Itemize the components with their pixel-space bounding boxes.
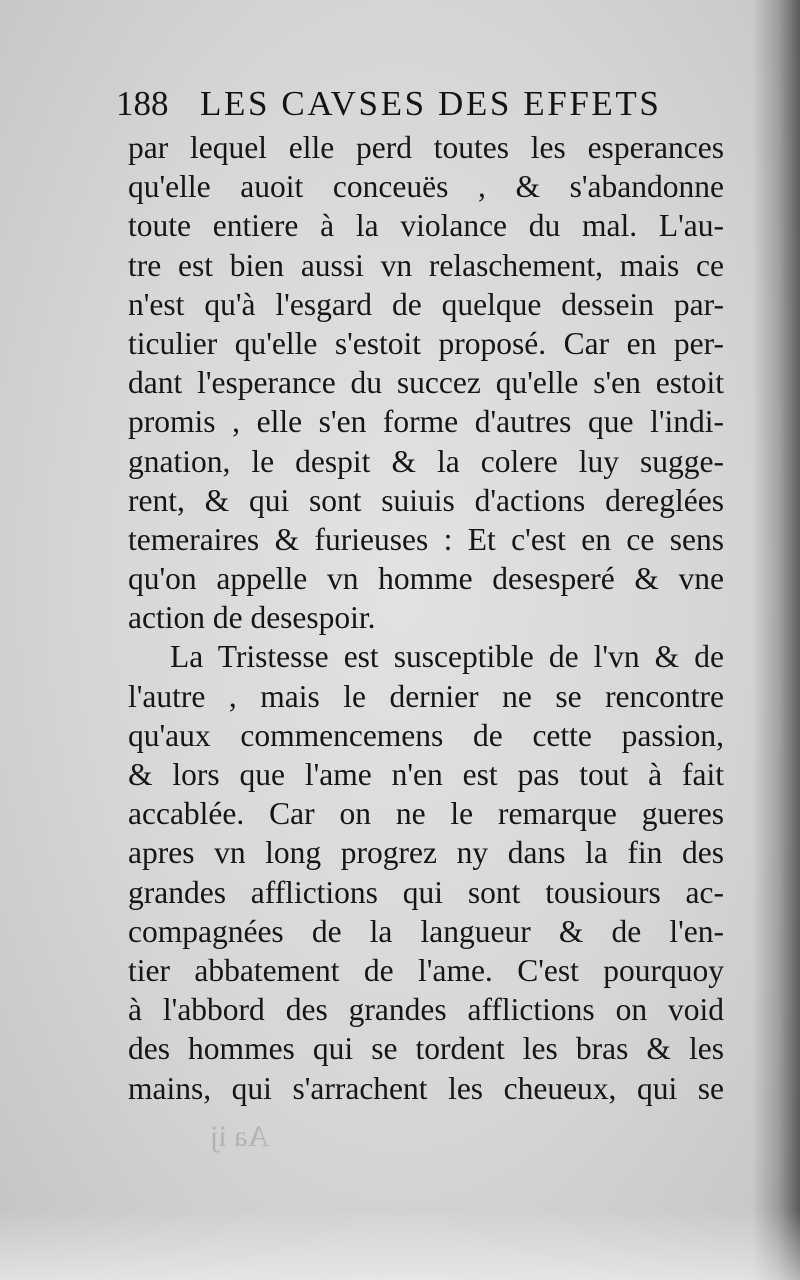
text-line: apres vn long progrez ny dans la fin des [128,835,724,871]
text-line: tier abbatement de l'ame. C'est pourquoy [128,952,724,988]
text-line: dant l'esperance du succez qu'elle s'en estoit [128,365,724,401]
page-header [116,84,712,134]
text-line: toute entiere à la violance du mal. L'au- [128,208,724,244]
text-line: tre est bien aussi vn relaschement, mais ce [128,247,724,283]
text-line: qu'elle auoit conceuës , & s'abandonne [128,169,724,205]
text-line: grandes afflictions qui sont tousiours ac- [128,874,724,910]
gutter-shadow [752,0,800,1280]
paragraph-start-line: La Tristesse est susceptible de l'vn & de [170,639,724,675]
running-head: LES CAVSES DES EFFETS [200,84,662,123]
page-bottom-fade [0,1210,800,1280]
text-line: promis , elle s'en forme d'autres que l'indi- [128,404,724,440]
text-line: & lors que l'ame n'en est pas tout à fait [128,757,724,792]
text-line: l'autre , mais le dernier ne se rencontre [128,678,724,714]
text-line: qu'aux commencemens de cette passion, [128,717,724,753]
text-line: n'est qu'à l'esgard de quelque dessein par- [128,286,724,322]
text-line: compagnées de la langueur & de l'en- [128,913,724,949]
text-line: rent, & qui sont suiuis d'actions dereglées [128,482,724,518]
text-line: à l'abbord des grandes afflictions on void [128,992,724,1028]
text-line: qu'on appelle vn homme desesperé & vne [128,561,724,597]
text-line: par lequel elle perd toutes les esperances [128,130,724,165]
paragraph-end-line: action de desespoir. [128,600,376,636]
text-line: temeraires & furieuses : Et c'est en ce sens [128,521,724,557]
text-line: mains, qui s'arrachent les cheueux, qui se [128,1070,724,1106]
text-line: accablée. Car on ne le remarque gueres [128,796,724,832]
text-line: ticulier qu'elle s'estoit proposé. Car en per- [128,325,724,361]
body-text [128,128,724,1108]
text-line: gnation, le despit & la colere luy sugge- [128,443,724,479]
text-line: des hommes qui se tordent les bras & les [128,1031,724,1067]
page-number: 188 [116,84,169,123]
signature-mark: Aa ij [210,1120,270,1153]
